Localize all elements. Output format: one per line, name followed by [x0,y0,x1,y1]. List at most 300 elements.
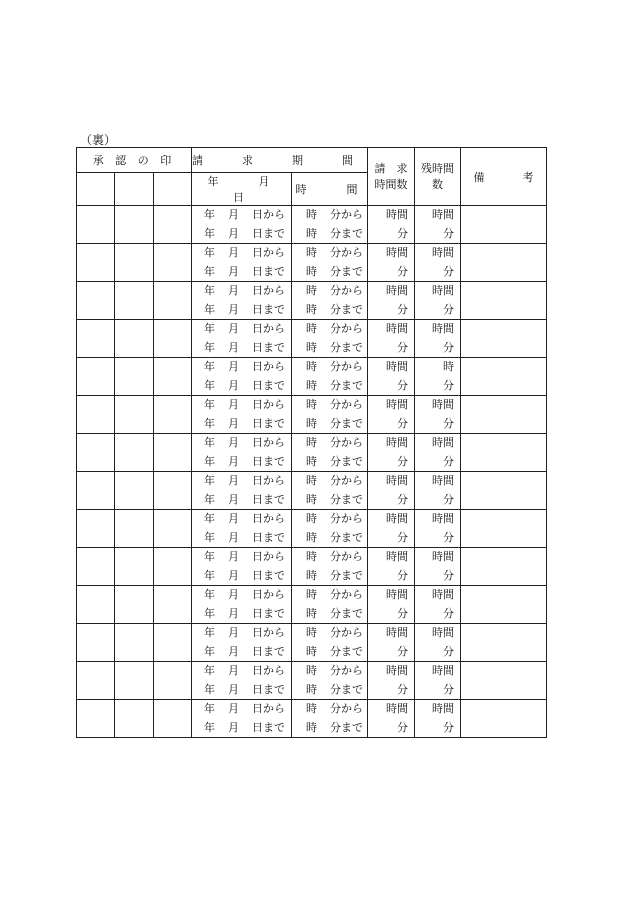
remarks-cell[interactable] [461,358,547,396]
day-to-label: 日まで [252,454,286,468]
approval-stamp-cell[interactable] [154,700,192,738]
approval-stamp-cell[interactable] [115,510,154,548]
date-from-line [192,434,291,453]
period-date-cell[interactable] [192,472,292,510]
day-from-label: 日から [252,702,286,715]
date-to-line [192,643,291,662]
time-to-line [292,491,367,510]
month-label: 月 [228,322,240,335]
approval-stamp-cell[interactable] [154,358,192,396]
period-date-cell[interactable] [192,700,292,738]
period-date-header: 年 月 日 [192,173,292,206]
month-label: 月 [228,454,240,468]
month-label: 月 [228,246,240,259]
approval-stamp-cell[interactable] [77,320,115,358]
period-date-cell[interactable] [192,206,292,244]
remaining-minutes-label: 分 [443,340,455,354]
remarks-cell[interactable] [461,472,547,510]
period-date-cell[interactable] [192,586,292,624]
requested-hours-cell[interactable] [368,396,415,434]
year-label: 年 [204,436,216,449]
period-time-cell[interactable] [292,320,368,358]
requested-hours-label: 時間 [386,360,409,373]
requested-minutes-label: 分 [397,720,409,734]
remaining-hours-label: 時間 [432,702,455,715]
remarks-cell[interactable] [461,282,547,320]
remarks-cell[interactable] [461,320,547,358]
date-to-line [192,681,291,700]
requested-hours-label: 時間 [386,398,409,411]
request-row [77,700,547,738]
time-from-line [292,472,367,491]
hour-label: 時 [306,588,318,601]
approval-stamp-cell[interactable] [154,206,192,244]
day-to-label: 日まで [252,720,286,734]
requested-minutes-label: 分 [397,264,409,278]
time-from-line [292,206,367,225]
approval-stamp-cell[interactable] [154,586,192,624]
minute-to-label: 分まで [330,568,364,582]
remaining-hours-cell[interactable] [415,358,461,396]
remarks-header-right: 考 [522,170,534,184]
remarks-cell[interactable] [461,434,547,472]
approval-stamp-cell[interactable] [77,396,115,434]
approval-stamp-cell[interactable] [77,548,115,586]
year-label: 年 [204,454,216,468]
approval-stamp-cell[interactable] [115,700,154,738]
requested-hours-label: 時間 [386,436,409,449]
requested-hours-cell[interactable] [368,472,415,510]
requested-hours-header [368,148,415,206]
period-time-cell[interactable] [292,700,368,738]
remaining-minutes-label: 分 [443,264,455,278]
date-from-line [192,320,291,339]
year-label: 年 [204,284,216,297]
date-to-line [192,567,291,586]
time-to-line [292,301,367,320]
remaining-minutes-label: 分 [443,568,455,582]
approval-stamp-cell[interactable] [115,358,154,396]
remarks-cell[interactable] [461,548,547,586]
time-to-line [292,263,367,282]
requested-hours-cell[interactable] [368,548,415,586]
approval-stamp-cell[interactable] [77,700,115,738]
remaining-hours-header [415,148,461,206]
period-time-cell[interactable] [292,244,368,282]
remaining-hours-cell[interactable] [415,434,461,472]
minute-to-label: 分まで [330,302,364,316]
request-row [77,396,547,434]
requested-minutes-label: 分 [397,492,409,506]
month-label: 月 [228,340,240,354]
time-to-line [292,643,367,662]
date-from-line [192,700,291,719]
date-to-line [192,719,291,738]
approval-stamp-cell[interactable] [77,244,115,282]
remaining-hours-cell[interactable] [415,472,461,510]
approval-stamp-cell[interactable] [115,206,154,244]
approval-stamp-cell[interactable] [154,624,192,662]
period-date-cell[interactable] [192,396,292,434]
requested-minutes-label: 分 [397,682,409,696]
request-row [77,434,547,472]
year-label: 年 [204,302,216,316]
minute-from-label: 分から [330,360,364,373]
approval-stamp-cell[interactable] [77,434,115,472]
remaining-hours-label: 時間 [432,322,455,335]
approval-stamp-cell[interactable] [115,548,154,586]
hour-label: 時 [306,284,318,297]
date-to-line [192,339,291,358]
month-label: 月 [228,398,240,411]
stamp-header-cell-2 [115,173,154,206]
requested-hours-cell[interactable] [368,586,415,624]
year-label: 年 [204,606,216,620]
date-to-line [192,377,291,396]
remaining-hours-label: 時間 [432,246,455,259]
approval-stamp-cell[interactable] [115,624,154,662]
remarks-cell[interactable] [461,624,547,662]
requested-hours-cell[interactable] [368,206,415,244]
month-label: 月 [228,264,240,278]
period-date-cell[interactable] [192,624,292,662]
hour-label: 時 [306,644,318,658]
approval-stamp-header: 承 認 の 印 [77,148,192,173]
day-from-label: 日から [252,588,286,601]
day-from-label: 日から [252,512,286,525]
period-date-cell[interactable] [192,358,292,396]
period-date-cell[interactable] [192,548,292,586]
minute-from-label: 分から [330,208,364,221]
approval-stamp-cell[interactable] [77,624,115,662]
minute-from-label: 分から [330,626,364,639]
remaining-hours-cell[interactable] [415,206,461,244]
leave-request-table [76,147,547,738]
month-label: 月 [228,492,240,506]
day-to-label: 日まで [252,378,286,392]
approval-stamp-cell[interactable] [154,434,192,472]
requested-minutes-label: 分 [397,606,409,620]
period-date-cell[interactable] [192,510,292,548]
minute-to-label: 分まで [330,720,364,734]
day-from-label: 日から [252,550,286,563]
approval-stamp-cell[interactable] [115,282,154,320]
period-time-cell[interactable] [292,282,368,320]
remaining-hours-cell[interactable] [415,396,461,434]
period-date-cell[interactable] [192,244,292,282]
request-row [77,206,547,244]
time-from-line [292,662,367,681]
day-from-label: 日から [252,626,286,639]
approval-stamp-cell[interactable] [77,586,115,624]
remaining-hours-label: 時間 [432,208,455,221]
period-time-cell[interactable] [292,624,368,662]
header-row-1 [77,148,547,173]
remaining-hours-cell[interactable] [415,510,461,548]
period-time-cell[interactable] [292,662,368,700]
day-from-label: 日から [252,436,286,449]
year-label: 年 [204,588,216,601]
hour-label: 時 [306,568,318,582]
hour-label: 時 [306,360,318,373]
requested-minutes-label: 分 [397,644,409,658]
month-label: 月 [228,644,240,658]
approval-stamp-cell[interactable] [154,282,192,320]
hour-label: 時 [306,474,318,487]
hour-label: 時 [306,436,318,449]
hour-label: 時 [306,492,318,506]
year-label: 年 [204,682,216,696]
month-label: 月 [228,416,240,430]
remaining-hours-label: 時間 [432,550,455,563]
year-label: 年 [204,530,216,544]
period-date-cell[interactable] [192,434,292,472]
minute-from-label: 分から [330,702,364,715]
period-time-cell[interactable] [292,206,368,244]
period-time-cell[interactable] [292,472,368,510]
requested-hours-cell[interactable] [368,700,415,738]
period-time-header: 時 間 [292,173,368,206]
month-label: 月 [228,626,240,639]
remaining-hours-cell[interactable] [415,548,461,586]
remaining-hours-cell[interactable] [415,282,461,320]
hour-label: 時 [306,606,318,620]
date-from-line [192,586,291,605]
approval-stamp-cell[interactable] [115,472,154,510]
month-label: 月 [228,606,240,620]
date-from-line [192,510,291,529]
year-label: 年 [204,512,216,525]
minute-to-label: 分まで [330,454,364,468]
period-time-cell[interactable] [292,548,368,586]
requested-minutes-label: 分 [397,530,409,544]
time-from-line [292,434,367,453]
period-time-cell[interactable] [292,434,368,472]
month-label: 月 [228,302,240,316]
time-from-line [292,282,367,301]
requested-hours-label: 時間 [386,664,409,677]
month-label: 月 [228,588,240,601]
requested-minutes-label: 分 [397,378,409,392]
approval-stamp-cell[interactable] [77,662,115,700]
requested-hours-cell[interactable] [368,662,415,700]
date-from-line [192,472,291,491]
time-to-line [292,453,367,472]
remarks-cell[interactable] [461,206,547,244]
approval-stamp-cell[interactable] [115,244,154,282]
period-date-cell[interactable] [192,320,292,358]
requested-hours-cell[interactable] [368,510,415,548]
requested-hours-label: 時間 [386,246,409,259]
day-from-label: 日から [252,474,286,487]
requested-hours-cell[interactable] [368,358,415,396]
time-to-line [292,605,367,624]
year-label: 年 [204,360,216,373]
date-from-line [192,548,291,567]
year-label: 年 [204,550,216,563]
month-label: 月 [228,360,240,373]
remaining-hours-label: 時間 [432,436,455,449]
hour-label: 時 [306,340,318,354]
period-time-cell[interactable] [292,510,368,548]
time-from-line [292,624,367,643]
minute-to-label: 分まで [330,492,364,506]
time-from-line [292,700,367,719]
month-label: 月 [228,284,240,297]
minute-to-label: 分まで [330,264,364,278]
request-row [77,624,547,662]
minute-from-label: 分から [330,246,364,259]
remaining-hours-cell[interactable] [415,586,461,624]
year-label: 年 [204,474,216,487]
remaining-hours-cell[interactable] [415,624,461,662]
date-to-line [192,415,291,434]
month-label: 月 [228,664,240,677]
remaining-hours-label: 時間 [432,474,455,487]
requested-hours-header-line1: 請 求 [374,161,408,175]
remaining-hours-header-line1: 残時間 [421,161,455,175]
period-time-cell[interactable] [292,358,368,396]
date-to-line [192,605,291,624]
day-to-label: 日まで [252,226,286,240]
hour-label: 時 [306,322,318,335]
minute-from-label: 分から [330,512,364,525]
approval-stamp-cell[interactable] [154,472,192,510]
approval-stamp-cell[interactable] [154,320,192,358]
period-time-cell[interactable] [292,586,368,624]
day-from-label: 日から [252,360,286,373]
minute-from-label: 分から [330,284,364,297]
day-to-label: 日まで [252,568,286,582]
requested-hours-header-line2: 時間数 [374,177,408,191]
period-date-cell[interactable] [192,662,292,700]
date-from-line [192,206,291,225]
hour-label: 時 [306,512,318,525]
hour-label: 時 [306,264,318,278]
requested-hours-cell[interactable] [368,282,415,320]
page-side-label: （裏） [80,133,117,147]
approval-stamp-cell[interactable] [154,548,192,586]
requested-hours-cell[interactable] [368,320,415,358]
approval-stamp-cell[interactable] [77,282,115,320]
minute-from-label: 分から [330,664,364,677]
requested-hours-label: 時間 [386,322,409,335]
approval-stamp-cell[interactable] [77,206,115,244]
approval-stamp-cell[interactable] [77,358,115,396]
hour-label: 時 [306,454,318,468]
year-label: 年 [204,626,216,639]
day-from-label: 日から [252,208,286,221]
approval-stamp-cell[interactable] [154,510,192,548]
remarks-cell[interactable] [461,662,547,700]
requested-hours-label: 時間 [386,702,409,715]
period-date-cell[interactable] [192,282,292,320]
minute-from-label: 分から [330,322,364,335]
year-label: 年 [204,208,216,221]
requested-minutes-label: 分 [397,454,409,468]
approval-stamp-cell[interactable] [115,320,154,358]
time-to-line [292,225,367,244]
date-to-line [192,225,291,244]
approval-stamp-cell[interactable] [115,662,154,700]
remarks-cell[interactable] [461,700,547,738]
remaining-hours-header-line2: 数 [432,177,444,191]
approval-stamp-cell[interactable] [115,434,154,472]
request-row [77,472,547,510]
remarks-cell[interactable] [461,244,547,282]
year-label: 年 [204,398,216,411]
month-label: 月 [228,530,240,544]
hour-label: 時 [306,530,318,544]
approval-stamp-cell[interactable] [115,586,154,624]
approval-stamp-cell[interactable] [115,396,154,434]
date-to-line [192,301,291,320]
month-label: 月 [228,720,240,734]
time-to-line [292,681,367,700]
remaining-minutes-label: 分 [443,302,455,316]
approval-stamp-cell[interactable] [154,396,192,434]
remaining-hours-label: 時間 [432,664,455,677]
stamp-header-cell-1 [77,173,115,206]
approval-stamp-cell[interactable] [154,662,192,700]
minute-to-label: 分まで [330,340,364,354]
month-label: 月 [228,378,240,392]
remaining-hours-cell[interactable] [415,662,461,700]
time-to-line [292,567,367,586]
minute-from-label: 分から [330,550,364,563]
requested-hours-cell[interactable] [368,624,415,662]
year-label: 年 [204,644,216,658]
day-from-label: 日から [252,246,286,259]
remarks-cell[interactable] [461,396,547,434]
request-row [77,510,547,548]
remaining-minutes-label: 分 [443,644,455,658]
day-to-label: 日まで [252,264,286,278]
remaining-hours-cell[interactable] [415,700,461,738]
hour-label: 時 [306,208,318,221]
minute-to-label: 分まで [330,378,364,392]
remarks-cell[interactable] [461,586,547,624]
time-to-line [292,377,367,396]
month-label: 月 [228,568,240,582]
remaining-hours-cell[interactable] [415,320,461,358]
approval-stamp-cell[interactable] [77,510,115,548]
minute-from-label: 分から [330,398,364,411]
day-to-label: 日まで [252,530,286,544]
date-to-line [192,491,291,510]
approval-stamp-cell[interactable] [154,244,192,282]
hour-label: 時 [306,682,318,696]
date-from-line [192,624,291,643]
minute-to-label: 分まで [330,644,364,658]
time-to-line [292,719,367,738]
requested-hours-cell[interactable] [368,434,415,472]
hour-label: 時 [306,226,318,240]
requested-hours-cell[interactable] [368,244,415,282]
requested-minutes-label: 分 [397,568,409,582]
remaining-hours-cell[interactable] [415,244,461,282]
day-from-label: 日から [252,322,286,335]
remaining-hours-label: 時間 [432,284,455,297]
month-label: 月 [228,474,240,487]
month-label: 月 [228,682,240,696]
period-time-cell[interactable] [292,396,368,434]
year-label: 年 [204,664,216,677]
requested-hours-label: 時間 [386,284,409,297]
remarks-cell[interactable] [461,510,547,548]
approval-stamp-cell[interactable] [77,472,115,510]
year-label: 年 [204,702,216,715]
